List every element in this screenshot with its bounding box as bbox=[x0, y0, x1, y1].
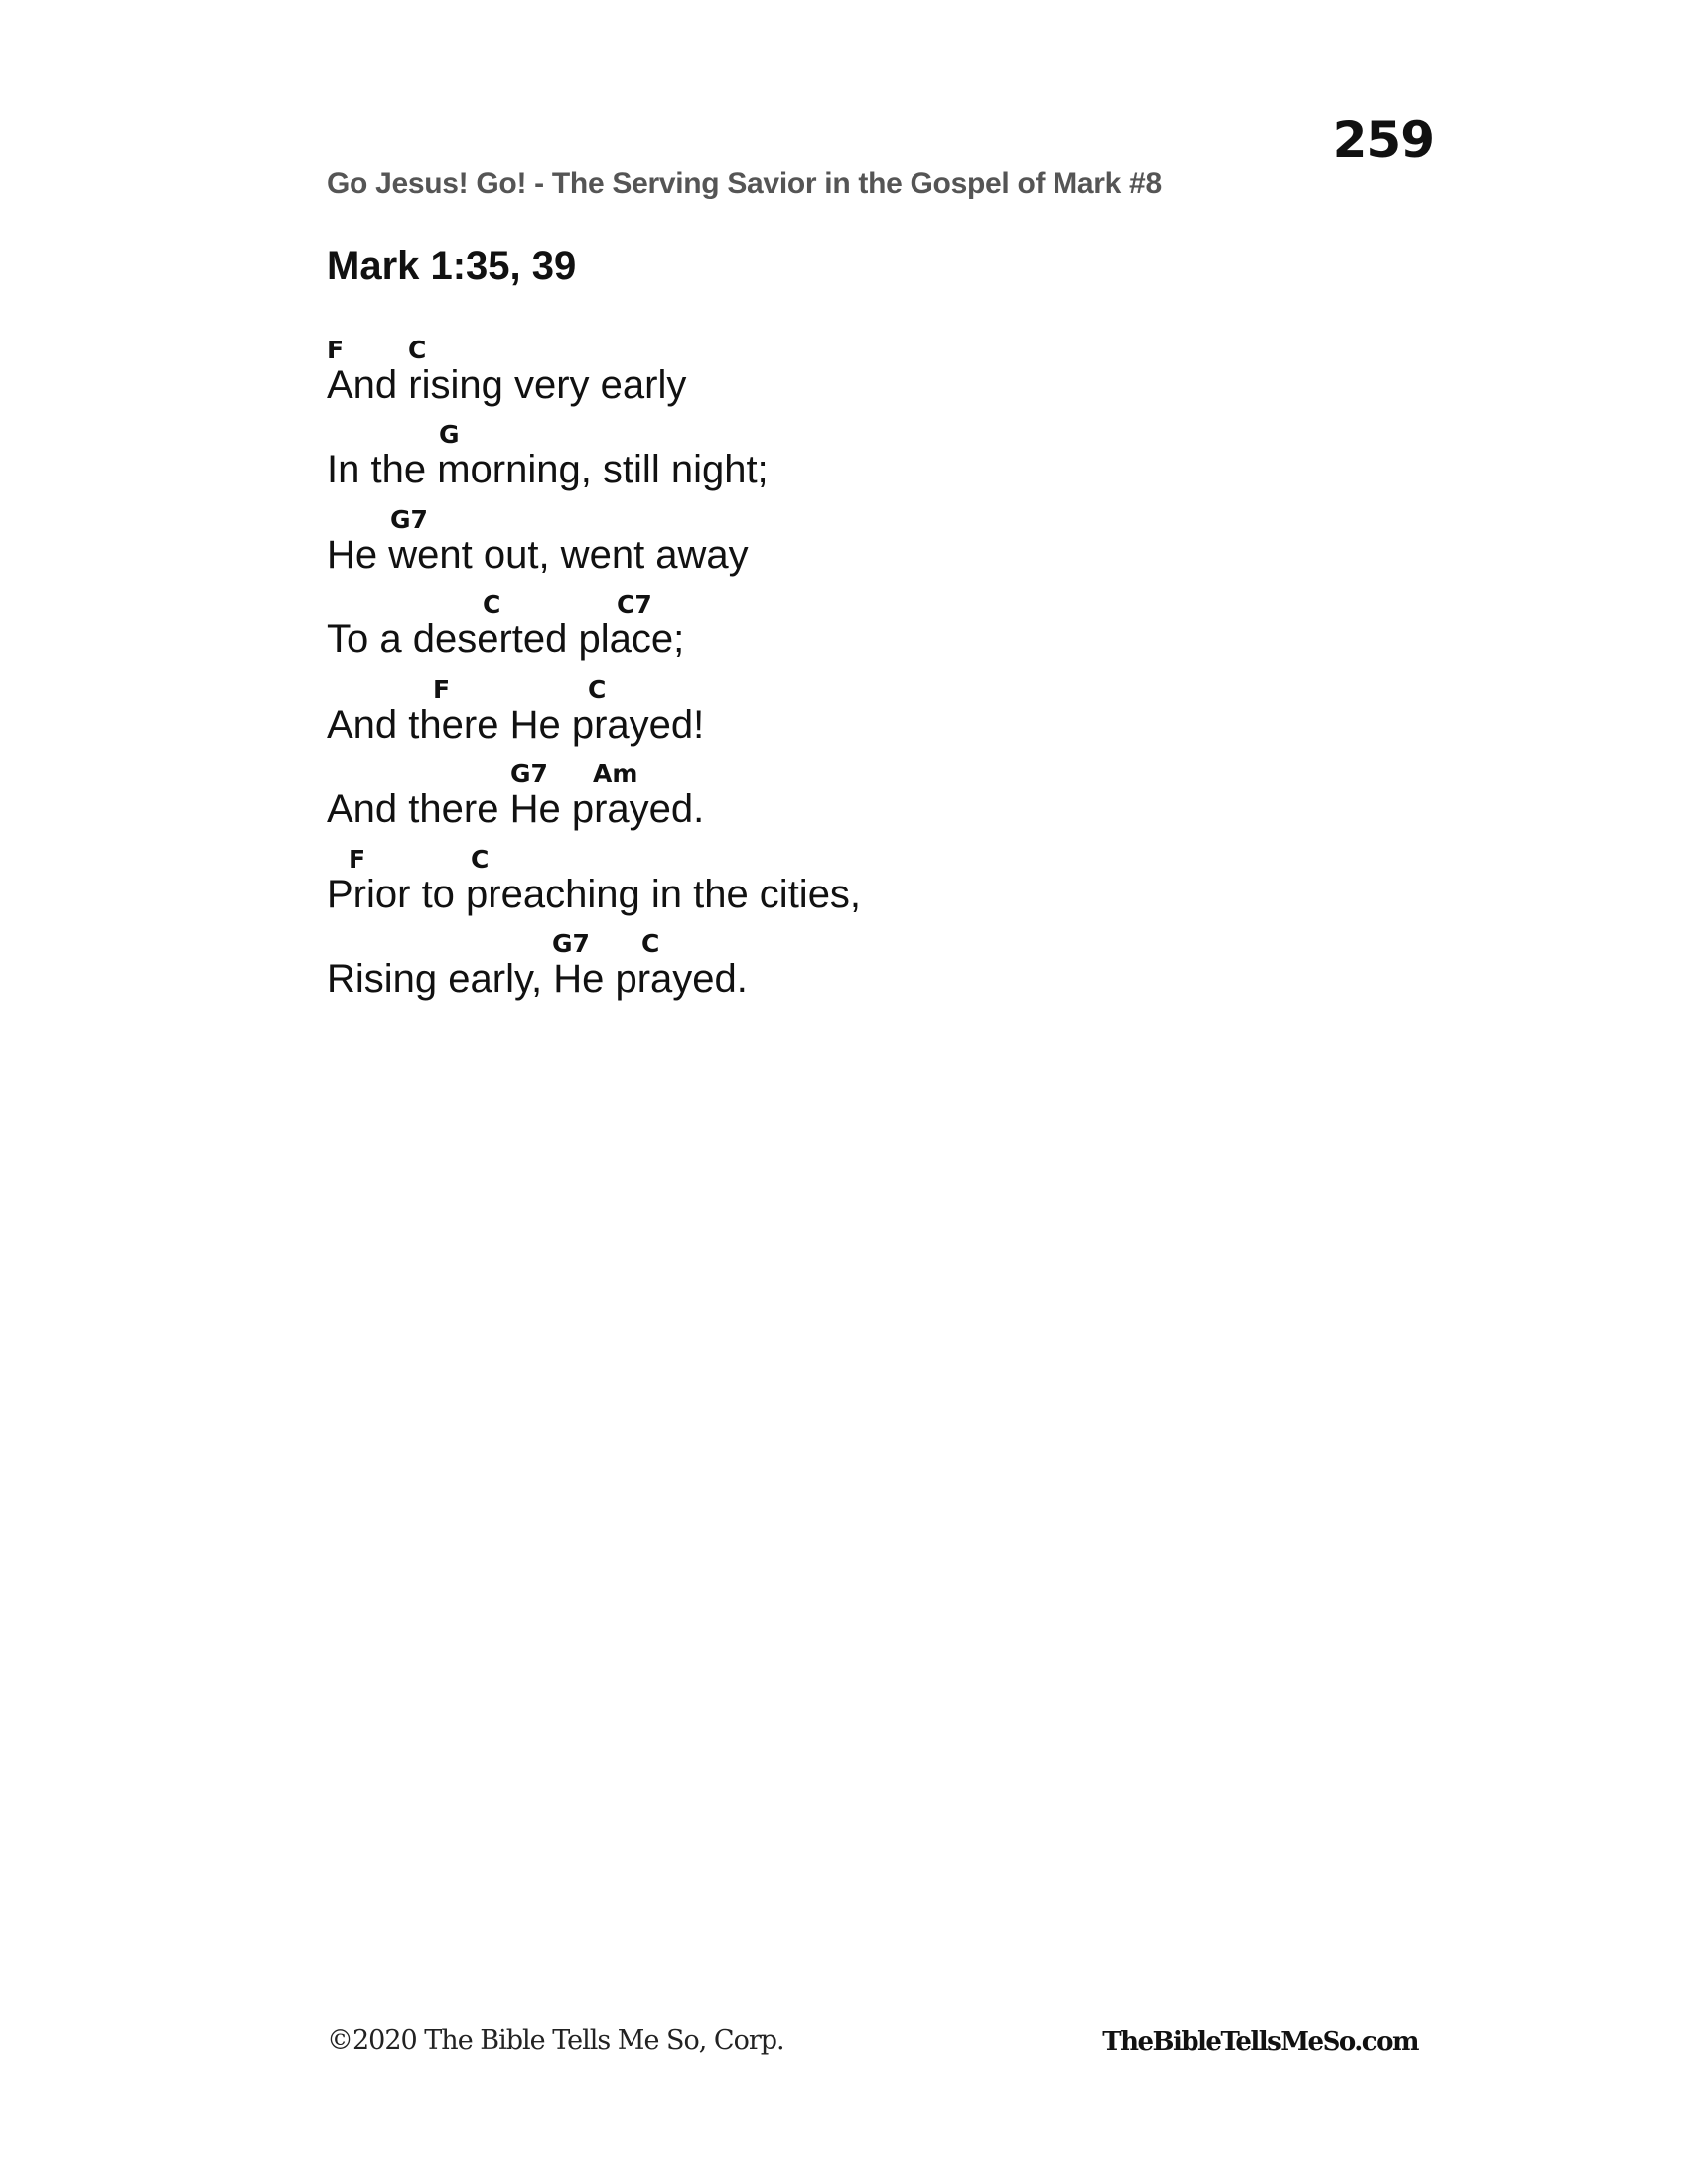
lyric-line bbox=[327, 929, 1320, 1015]
lyric-text: To a deserted place; bbox=[327, 617, 685, 661]
lyric-line bbox=[327, 590, 1320, 675]
chord: C bbox=[641, 929, 660, 958]
lyric-text: Prior to preaching in the cities, bbox=[327, 873, 862, 916]
page-number: 259 bbox=[1333, 111, 1434, 169]
chord: C bbox=[483, 590, 501, 618]
chord: G7 bbox=[552, 929, 590, 958]
lyric-text: Rising early, He prayed. bbox=[327, 957, 748, 1001]
lyric-text: And there He prayed. bbox=[327, 787, 705, 831]
lyric-text: And there He prayed! bbox=[327, 703, 705, 747]
chord: G bbox=[439, 420, 460, 449]
song-collection-title: Go Jesus! Go! - The Serving Savior in the Gospel of Mark #8 bbox=[327, 167, 1162, 200]
lyric-line bbox=[327, 675, 1320, 760]
chord: F bbox=[349, 845, 366, 874]
chord: G7 bbox=[390, 505, 428, 534]
chord: C bbox=[408, 336, 427, 364]
lyric-line bbox=[327, 759, 1320, 845]
lyric-text: And rising very early bbox=[327, 363, 687, 407]
lyric-line bbox=[327, 420, 1320, 505]
chord: C bbox=[471, 845, 490, 874]
lyric-line bbox=[327, 845, 1320, 930]
chord: C bbox=[588, 675, 607, 704]
scripture-reference-heading: Mark 1:35, 39 bbox=[327, 244, 577, 288]
chord: F bbox=[433, 675, 451, 704]
lyric-line bbox=[327, 505, 1320, 591]
lyric-text: In the morning, still night; bbox=[327, 448, 769, 491]
chord: F bbox=[327, 336, 345, 364]
lyric-line bbox=[327, 336, 1320, 421]
website-url: TheBibleTellsMeSo.com bbox=[1102, 2027, 1418, 2057]
lyric-text: He went out, went away bbox=[327, 533, 749, 577]
chord: G7 bbox=[510, 759, 548, 788]
chord: C7 bbox=[617, 590, 652, 618]
copyright-notice: ©2020 The Bible Tells Me So, Corp. bbox=[327, 2025, 784, 2056]
chord: Am bbox=[593, 759, 638, 788]
